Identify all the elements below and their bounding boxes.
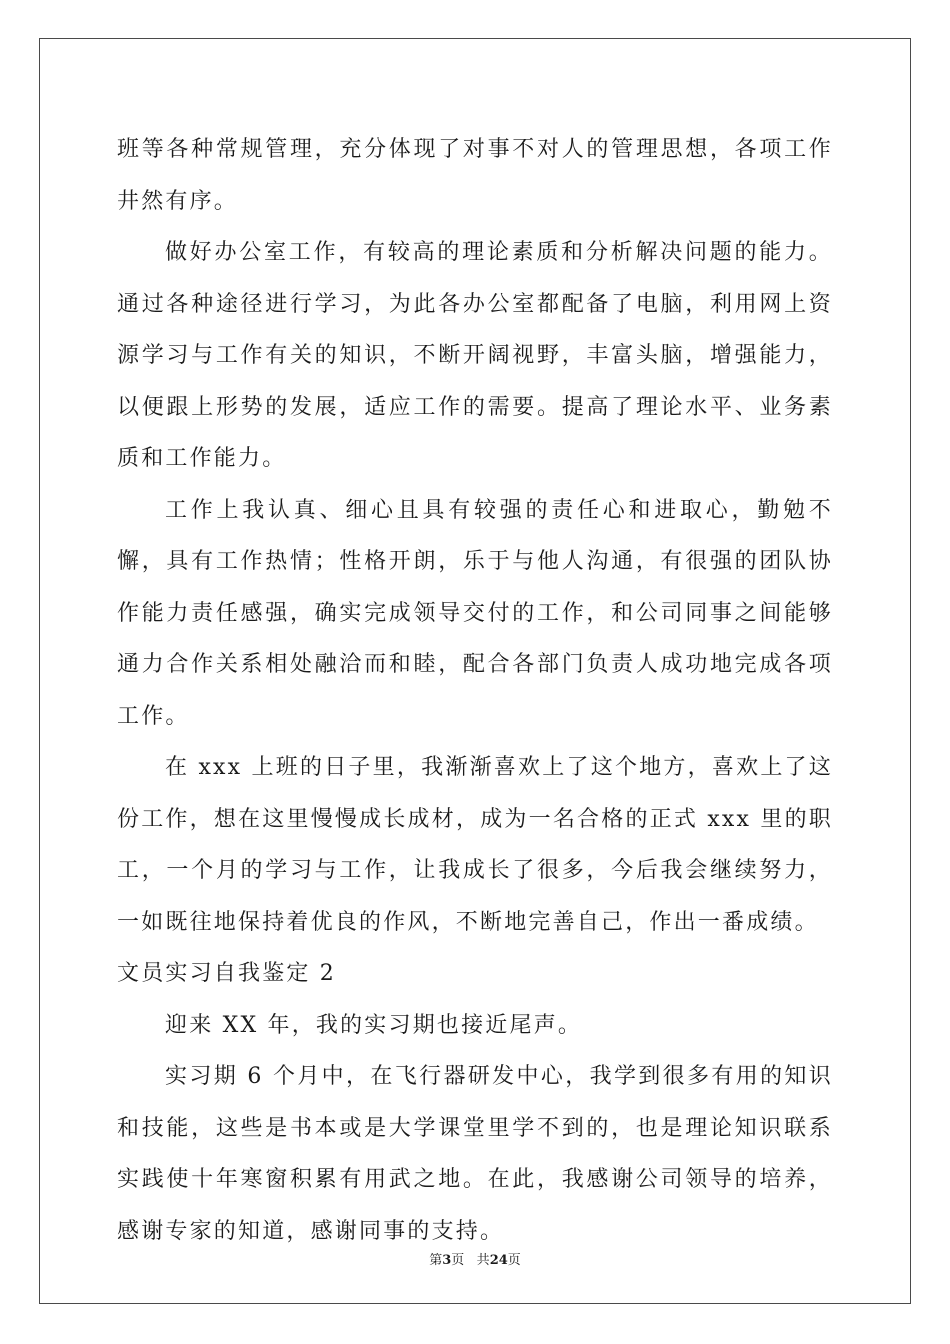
paragraph: 实习期 6 个月中，在飞行器研发中心，我学到很多有用的知识和技能，这些是书本或是大学课堂里学不到的，也是理论知识联系实践使十年寒窗积累有用武之地。在此，我感谢公司领导的培养，感谢专家的知道，感谢同事的支持。: [117, 1064, 833, 1244]
footer-prefix: 第: [429, 1253, 443, 1268]
current-page-number: 3: [442, 1253, 452, 1268]
document-body: [117, 124, 833, 1257]
section-heading: 文员实习自我鉴定 2: [117, 961, 336, 986]
paragraph: 工作上我认真、细心且具有较强的责任心和进取心，勤勉不懈，具有工作热情；性格开朗，乐于与他人沟通，有很强的团队协作能力责任感强，确实完成领导交付的工作，和公司同事之间能够通力合作关系相处融洽而和睦，配合各部门负责人成功地完成各项工作。: [117, 497, 833, 729]
paragraph: 班等各种常规管理，充分体现了对事不对人的管理思想，各项工作井然有序。: [117, 137, 833, 214]
footer-total-suffix: 页: [507, 1253, 521, 1268]
page-footer: [0, 1249, 950, 1268]
paragraph: 在 xxx 上班的日子里，我渐渐喜欢上了这个地方，喜欢上了这份工作，想在这里慢慢成长成材，成为一名合格的正式 xxx 里的职工，一个月的学习与工作，让我成长了很多，今后我会继续努力，一如既往地保持着优良的作风，不断地完善自己，作出一番成绩。: [117, 755, 833, 935]
total-page-count: 24: [489, 1253, 508, 1268]
footer-total-prefix: 共: [476, 1253, 490, 1268]
paragraph: 做好办公室工作，有较高的理论素质和分析解决问题的能力。通过各种途径进行学习，为此各办公室都配备了电脑，利用网上资源学习与工作有关的知识，不断开阔视野，丰富头脑，增强能力，以便跟上形势的发展，适应工作的需要。提高了理论水平、业务素质和工作能力。: [117, 240, 833, 471]
paragraph: 迎来 XX 年，我的实习期也接近尾声。: [165, 1012, 583, 1038]
footer-page-suffix: 页: [451, 1253, 465, 1268]
